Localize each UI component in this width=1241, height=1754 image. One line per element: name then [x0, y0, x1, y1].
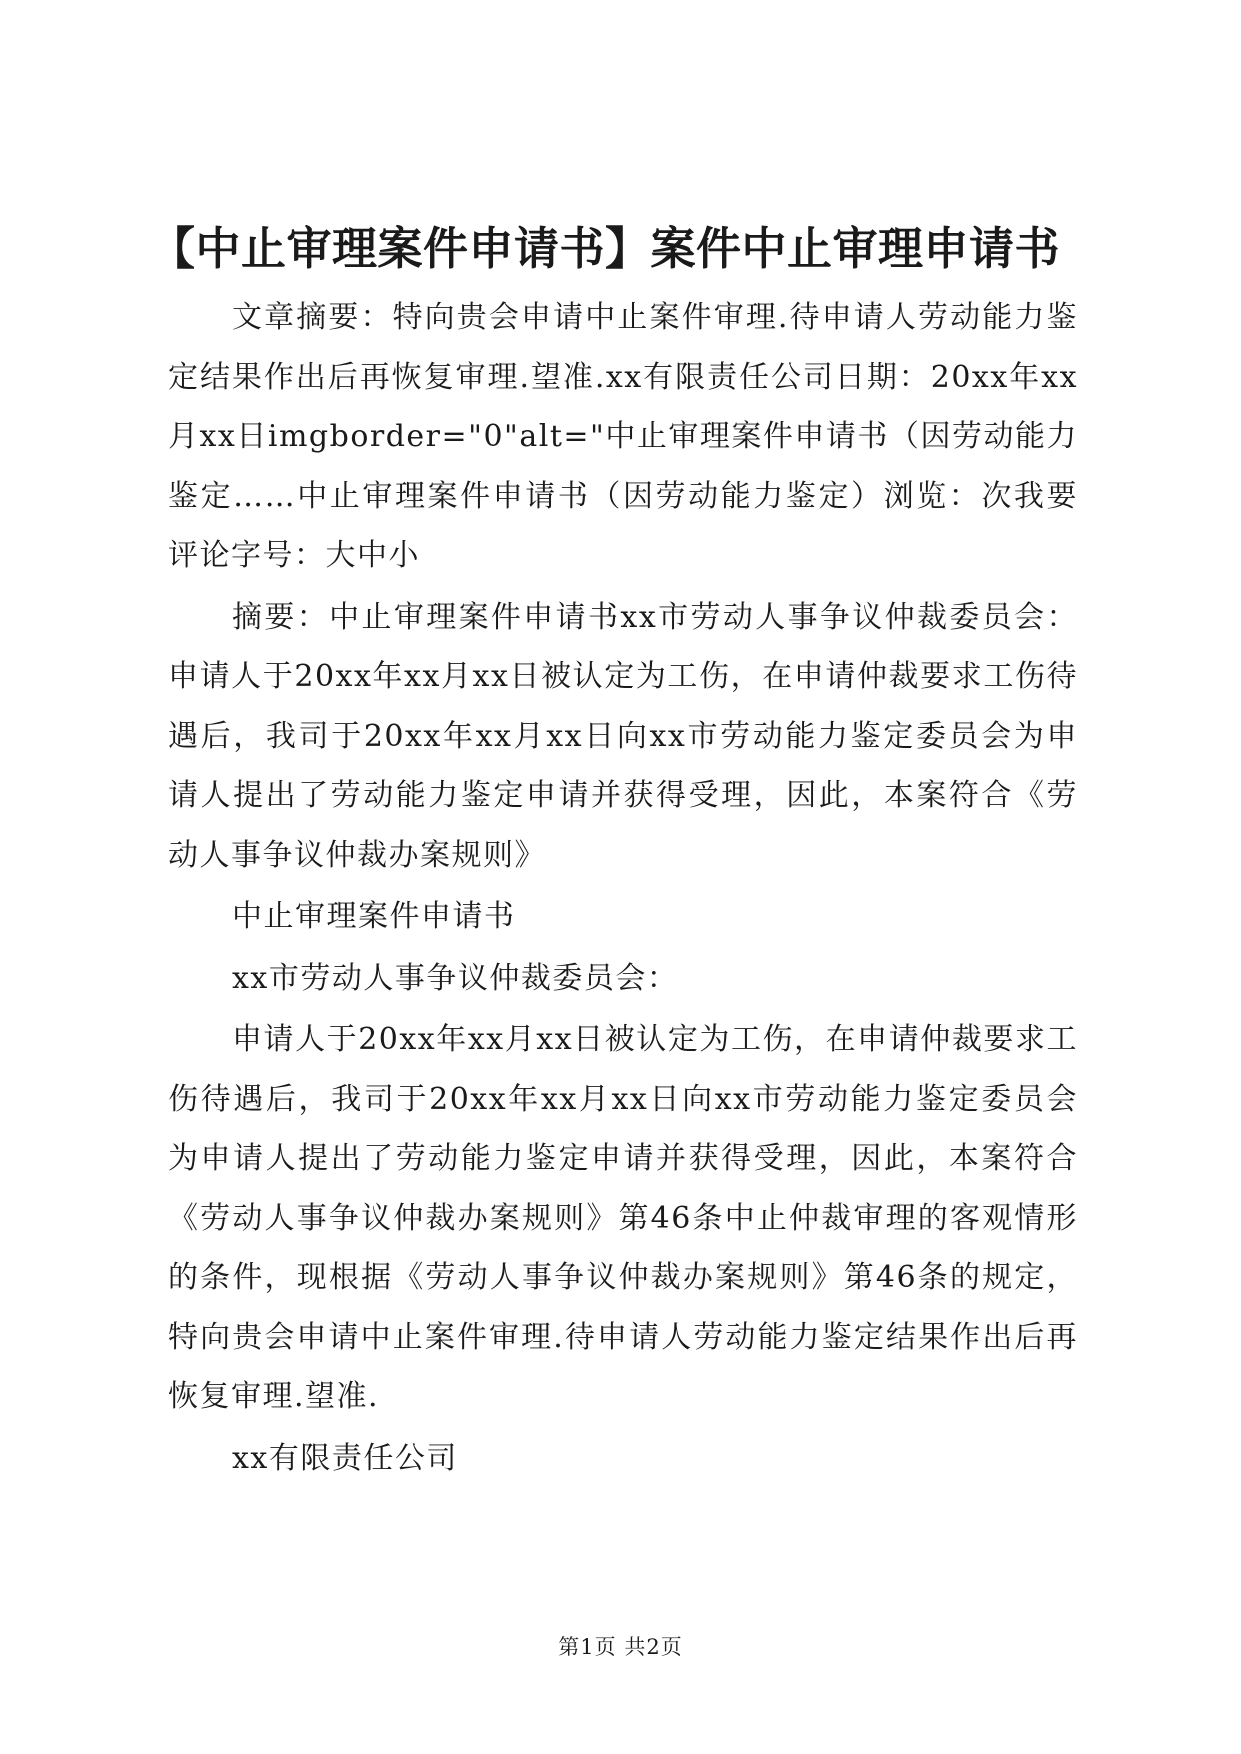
article-summary-paragraph: 文章摘要：特向贵会申请中止案件审理.待申请人劳动能力鉴定结果作出后再恢复审理.望准.xx有限责任公司日期：20xx年xx月xx日imgborder="0"alt="中止审理案件申请书（因劳动能力鉴定……中止审理案件申请书（因劳动能力鉴定）浏览：次我要评论字号：大中小	[168, 300, 1078, 573]
company-signature: xx有限责任公司	[232, 1440, 458, 1476]
abstract-paragraph: 摘要：中止审理案件申请书xx市劳动人事争议仲裁委员会：申请人于20xx年xx月xx日被认定为工伤，在申请仲裁要求工伤待遇后，我司于20xx年xx月xx日向xx市劳动能力鉴定委员会为申请人提出了劳动能力鉴定申请并获得受理，因此，本案符合《劳动人事争议仲裁办案规则》	[168, 599, 1078, 873]
application-heading: 中止审理案件申请书	[232, 899, 516, 934]
document-body	[168, 288, 1078, 1490]
addressee-line: xx市劳动人事争议仲裁委员会：	[232, 960, 679, 996]
page-number-footer: 第1页 共2页	[558, 1635, 683, 1659]
document-title: 【中止审理案件申请书】案件中止审理申请书	[150, 222, 1061, 275]
application-body-paragraph: 申请人于20xx年xx月xx日被认定为工伤，在申请仲裁要求工伤待遇后，我司于20xx年xx月xx日向xx市劳动能力鉴定委员会为申请人提出了劳动能力鉴定申请并获得受理，因此，本案符合《劳动人事争议仲裁办案规则》第46条中止仲裁审理的客观情形的条件，现根据《劳动人事争议仲裁办案规则》第46条的规定，特向贵会申请中止案件审理.待申请人劳动能力鉴定结果作出后再恢复审理.望准.	[168, 1022, 1078, 1414]
